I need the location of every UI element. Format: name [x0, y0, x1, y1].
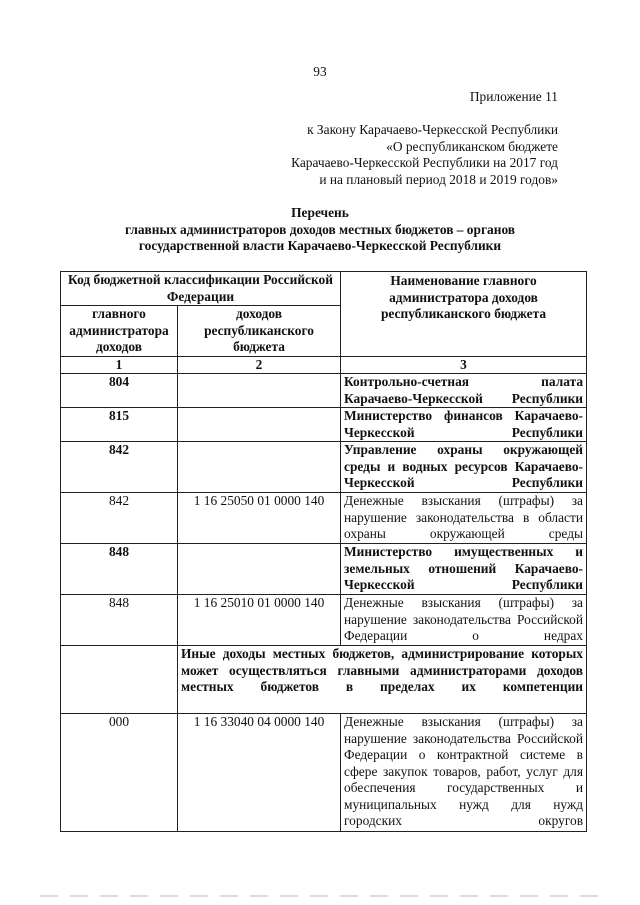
admin-code: 815	[61, 408, 178, 442]
revenue-description: Денежные взыскания (штрафы) за нарушение законодательства Российской Федерации о недрах	[341, 595, 587, 646]
table-row	[61, 442, 587, 493]
revenue-code: 1 16 33040 04 0000 140	[178, 714, 341, 832]
administrator-name: Министерство имущественных и земельных отношений Карачаево-Черкесской Республики	[341, 544, 587, 595]
admin-code: 804	[61, 374, 178, 408]
admin-code: 848	[61, 595, 178, 646]
table-row	[61, 595, 587, 646]
revenue-code: 1 16 25050 01 0000 140	[178, 493, 341, 544]
law-reference	[291, 122, 558, 188]
title-line: главных администраторов доходов местных бюджетов – органов	[124, 221, 516, 237]
appendix-label: Приложение 11	[469, 89, 558, 104]
law-ref-line: к Закону Карачаево-Черкесской Республики	[307, 122, 558, 137]
law-ref-line: Карачаево-Черкесской Республики на 2017 год	[291, 155, 558, 170]
column-number: 2	[178, 356, 341, 374]
law-ref-line: и на плановый период 2018 и 2019 годов»	[319, 171, 558, 187]
page-number: 93	[313, 64, 327, 79]
document-title	[60, 205, 580, 255]
admin-code: 842	[61, 442, 178, 493]
revenue-code	[178, 374, 341, 408]
scan-artifact	[40, 895, 600, 897]
revenue-description: Денежные взыскания (штрафы) за нарушение законодательства Российской Федерации о контрактной системе в сфере закупок товаров, работ, услуг для обеспечения государственных и муниципальных нужд для нужд городских округов	[341, 714, 587, 832]
law-ref-line: «О республиканском бюджете	[386, 138, 558, 154]
admin-code: 848	[61, 544, 178, 595]
title-line: Перечень	[291, 205, 349, 220]
administrators-table	[60, 271, 587, 832]
revenue-code	[178, 408, 341, 442]
table-row	[61, 493, 587, 544]
header-admin-code: главного администратора доходов	[61, 306, 178, 357]
administrator-name: Управление охраны окружающей среды и водных ресурсов Карачаево-Черкесской Республики	[341, 442, 587, 493]
admin-code: 842	[61, 493, 178, 544]
header-administrator-name: Наименование главного администратора доходов республиканского бюджета	[341, 272, 587, 357]
revenue-description: Денежные взыскания (штрафы) за нарушение законодательства в области охраны окружающей среды	[341, 493, 587, 544]
admin-code: 000	[61, 714, 178, 832]
revenue-code	[178, 544, 341, 595]
column-number: 3	[341, 356, 587, 374]
title-line: государственной власти Карачаево-Черкесской Республики	[138, 238, 502, 253]
header-budget-classification: Код бюджетной классификации Российской Федерации	[61, 272, 341, 306]
table-row	[61, 646, 587, 714]
table-row	[61, 714, 587, 832]
revenue-code	[178, 442, 341, 493]
administrator-name: Контрольно-счетная палата Карачаево-Черкесской Республики	[341, 374, 587, 408]
other-revenues-heading: Иные доходы местных бюджетов, администрирование которых может осуществляться главными администраторами доходов местных бюджетов в пределах их компетенции	[178, 646, 587, 714]
header-revenue-code: доходов республиканского бюджета	[178, 306, 341, 357]
table-row	[61, 408, 587, 442]
table-row	[61, 374, 587, 408]
empty-cell	[61, 646, 178, 714]
column-number: 1	[61, 356, 178, 374]
table-row	[61, 544, 587, 595]
revenue-code: 1 16 25010 01 0000 140	[178, 595, 341, 646]
administrator-name: Министерство финансов Карачаево-Черкесской Республики	[341, 408, 587, 442]
